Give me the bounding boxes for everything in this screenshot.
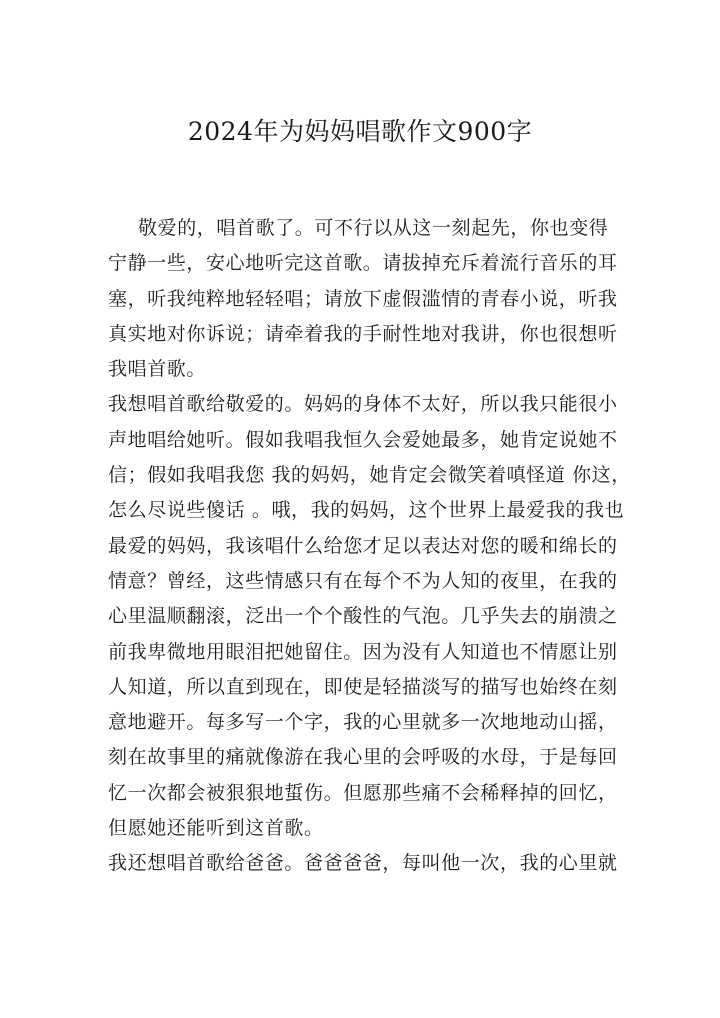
text-line: 声地唱给她听。假如我唱我恒久会爱她最多，她肯定说她不 [108,428,618,451]
text-line: 忆一次都会被狠狠地蜇伤。但愿那些痛不会稀释掉的回忆， [108,781,618,804]
text-line: 我想唱首歌给敬爱的。妈妈的身体不太好，所以我只能很小 [108,393,618,416]
document-body [108,211,631,882]
text-line: 我唱首歌。 [108,358,207,381]
text-line: 但愿她还能听到这首歌。 [108,817,324,840]
document-title: 2024年为妈妈唱歌作文900字 [187,117,533,146]
text-line: 敬爱的，唱首歌了。可不行以从这一刻起先，你也变得 [138,217,609,239]
text-line: 刻在故事里的痛就像游在我心里的会呼吸的水母，于是每回 [108,746,618,769]
text-line: 心里温顺翻滚，泛出一个个酸性的气泡。几乎失去的崩溃之 [108,605,618,628]
text-line: 塞，听我纯粹地轻轻唱；请放下虚假滥情的青春小说，听我 [108,287,618,310]
text-line: 前我卑微地用眼泪把她留住。因为没有人知道也不情愿让别 [108,640,618,663]
text-line: 情意？曾经，这些情感只有在每个不为人知的夜里，在我的 [108,569,618,592]
text-line: 我还想唱首歌给爸爸。爸爸爸爸，每叫他一次，我的心里就 [108,852,618,875]
text-line: 最爱的妈妈，我该唱什么给您才足以表达对您的暖和绵长的 [108,534,618,557]
text-line: 宁静一些，安心地听完这首歌。请拔掉充斥着流行音乐的耳 [108,252,618,275]
text-line: 意地避开。每多写一个字，我的心里就多一次地地动山摇， [108,711,618,734]
text-line: 信；假如我唱我您 我的妈妈，她肯定会微笑着嗔怪道 你这， [108,464,631,487]
text-line: 人知道，所以直到现在，即使是轻描淡写的描写也始终在刻 [108,675,618,698]
text-line: 怎么尽说些傻话 。哦，我的妈妈，这个世界上最爱我的我也 [108,499,625,522]
text-line: 真实地对你诉说；请牵着我的手耐性地对我讲，你也很想听 [108,322,618,345]
